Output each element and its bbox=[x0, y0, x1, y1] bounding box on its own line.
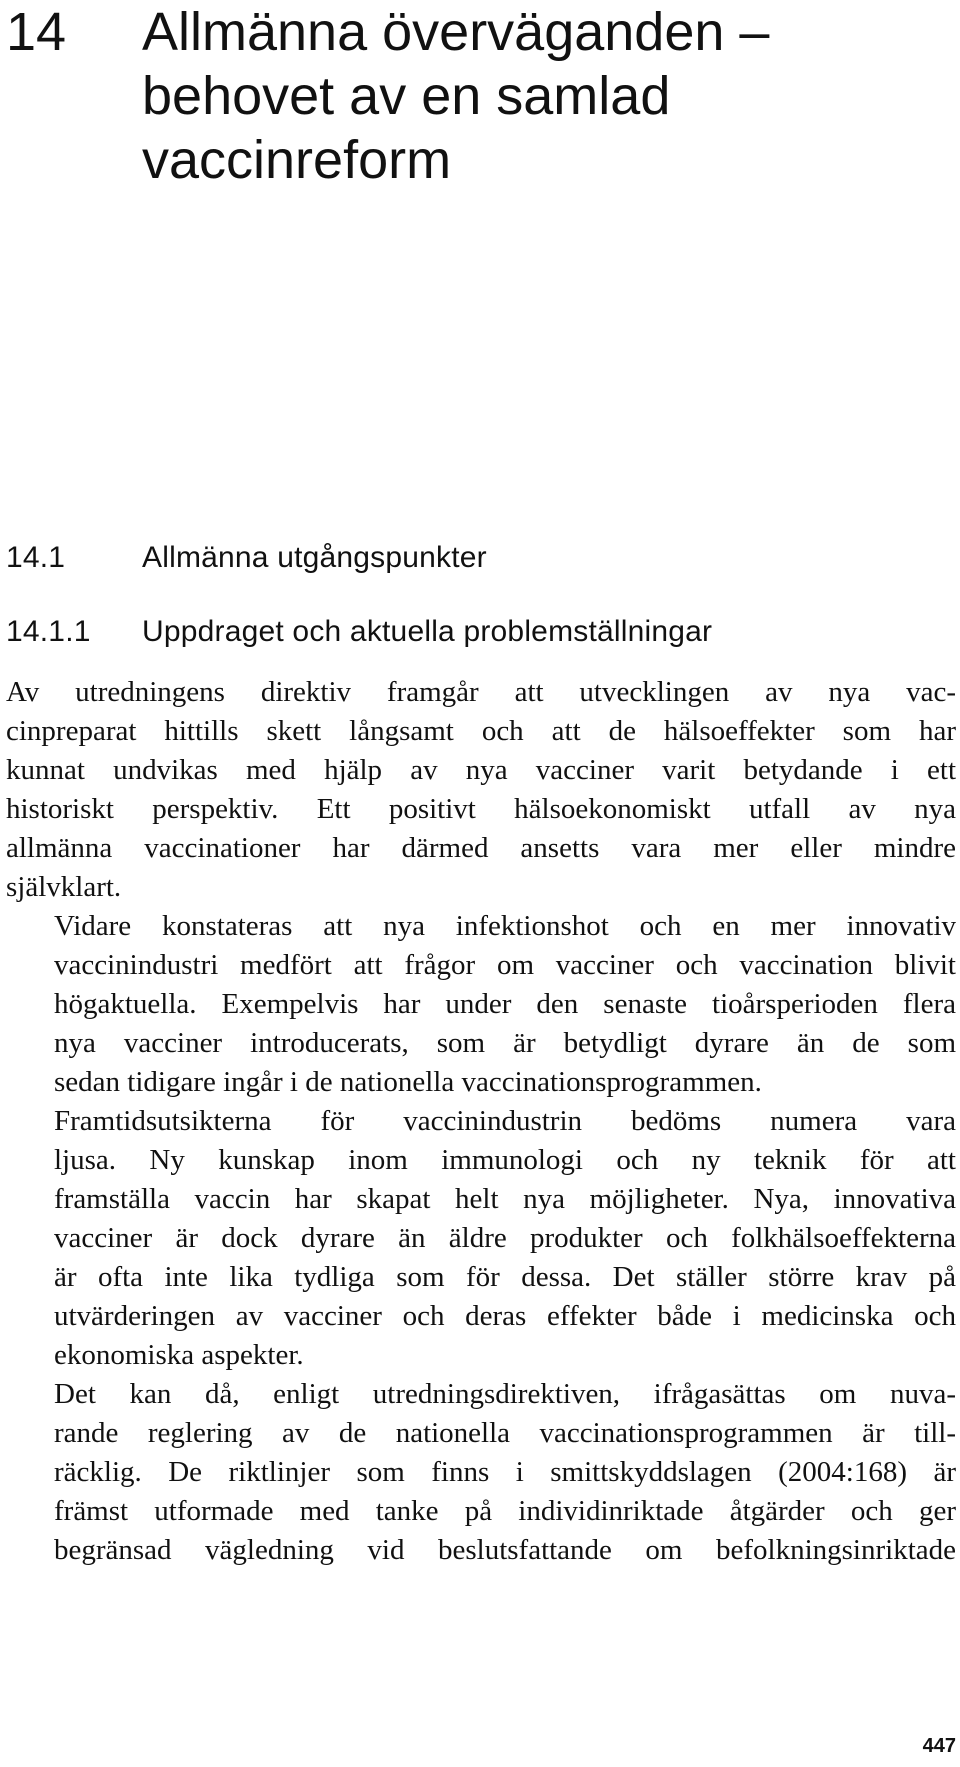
subsection-heading bbox=[6, 614, 956, 650]
text-line: Det kan då, enligt utredningsdirektiven, ifrågasättas om nuva- bbox=[54, 1378, 956, 1410]
subsection-title: Uppdraget och aktuella problemställningar bbox=[142, 615, 713, 648]
section-heading bbox=[6, 540, 956, 576]
chapter-title-line: behovet av en samlad bbox=[142, 66, 671, 126]
text-line: cinpreparat hittills skett långsamt och att de hälsoeffekter som har bbox=[6, 715, 956, 747]
text-line: Framtidsutsikterna för vaccinindustrin bedöms numera vara bbox=[54, 1105, 956, 1137]
subsection-number: 14.1.1 bbox=[6, 615, 91, 648]
paragraph bbox=[6, 673, 956, 907]
text-line: Vidare konstateras att nya infektionshot och en mer innovativ bbox=[54, 910, 956, 942]
text-line: räcklig. De riktlinjer som finns i smittskyddslagen (2004:168) är bbox=[54, 1456, 956, 1488]
text-line: självklart. bbox=[6, 871, 122, 903]
text-line: utvärderingen av vacciner och deras effekter både i medicinska och bbox=[54, 1300, 956, 1332]
text-line: nya vacciner introducerats, som är betydligt dyrare än de som bbox=[54, 1027, 956, 1059]
page-number: 447 bbox=[922, 1735, 956, 1757]
text-line: historiskt perspektiv. Ett positivt hälsoekonomiskt utfall av nya bbox=[6, 793, 956, 825]
body-text bbox=[6, 673, 956, 1570]
paragraph bbox=[6, 1102, 956, 1375]
text-line: rande reglering av de nationella vaccinationsprogrammen är till- bbox=[54, 1417, 956, 1449]
chapter-title-line: Allmänna överväganden – bbox=[142, 2, 770, 62]
text-line: högaktuella. Exempelvis har under den senaste tioårsperioden flera bbox=[54, 988, 956, 1020]
paragraph bbox=[6, 1375, 956, 1570]
chapter-heading bbox=[6, 0, 956, 192]
text-line: allmänna vaccinationer har därmed ansetts vara mer eller mindre bbox=[6, 832, 956, 864]
section-number: 14.1 bbox=[6, 541, 66, 574]
text-line: Av utredningens direktiv framgår att utvecklingen av nya vac- bbox=[6, 676, 956, 708]
text-line: sedan tidigare ingår i de nationella vaccinationsprogrammen. bbox=[54, 1066, 762, 1098]
chapter-title bbox=[142, 0, 862, 192]
text-line: vaccinindustri medfört att frågor om vacciner och vaccination blivit bbox=[54, 949, 956, 981]
text-line: kunnat undvikas med hjälp av nya vacciner varit betydande i ett bbox=[6, 754, 956, 786]
text-line: vacciner är dock dyrare än äldre produkter och folkhälsoeffekterna bbox=[54, 1222, 956, 1254]
text-line: ekonomiska aspekter. bbox=[54, 1339, 304, 1371]
text-line: ljusa. Ny kunskap inom immunologi och ny teknik för att bbox=[54, 1144, 956, 1176]
text-line: främst utformade med tanke på individinriktade åtgärder och ger bbox=[54, 1495, 956, 1527]
chapter-number: 14 bbox=[6, 2, 67, 62]
text-line: är ofta inte lika tydliga som för dessa. Det ställer större krav på bbox=[54, 1261, 956, 1293]
text-line: framställa vaccin har skapat helt nya möjligheter. Nya, innovativa bbox=[54, 1183, 956, 1215]
paragraph bbox=[6, 907, 956, 1102]
section-title: Allmänna utgångspunkter bbox=[142, 541, 487, 574]
text-line: begränsad vägledning vid beslutsfattande om befolkningsinriktade bbox=[54, 1534, 956, 1566]
chapter-title-line: vaccinreform bbox=[142, 130, 452, 190]
